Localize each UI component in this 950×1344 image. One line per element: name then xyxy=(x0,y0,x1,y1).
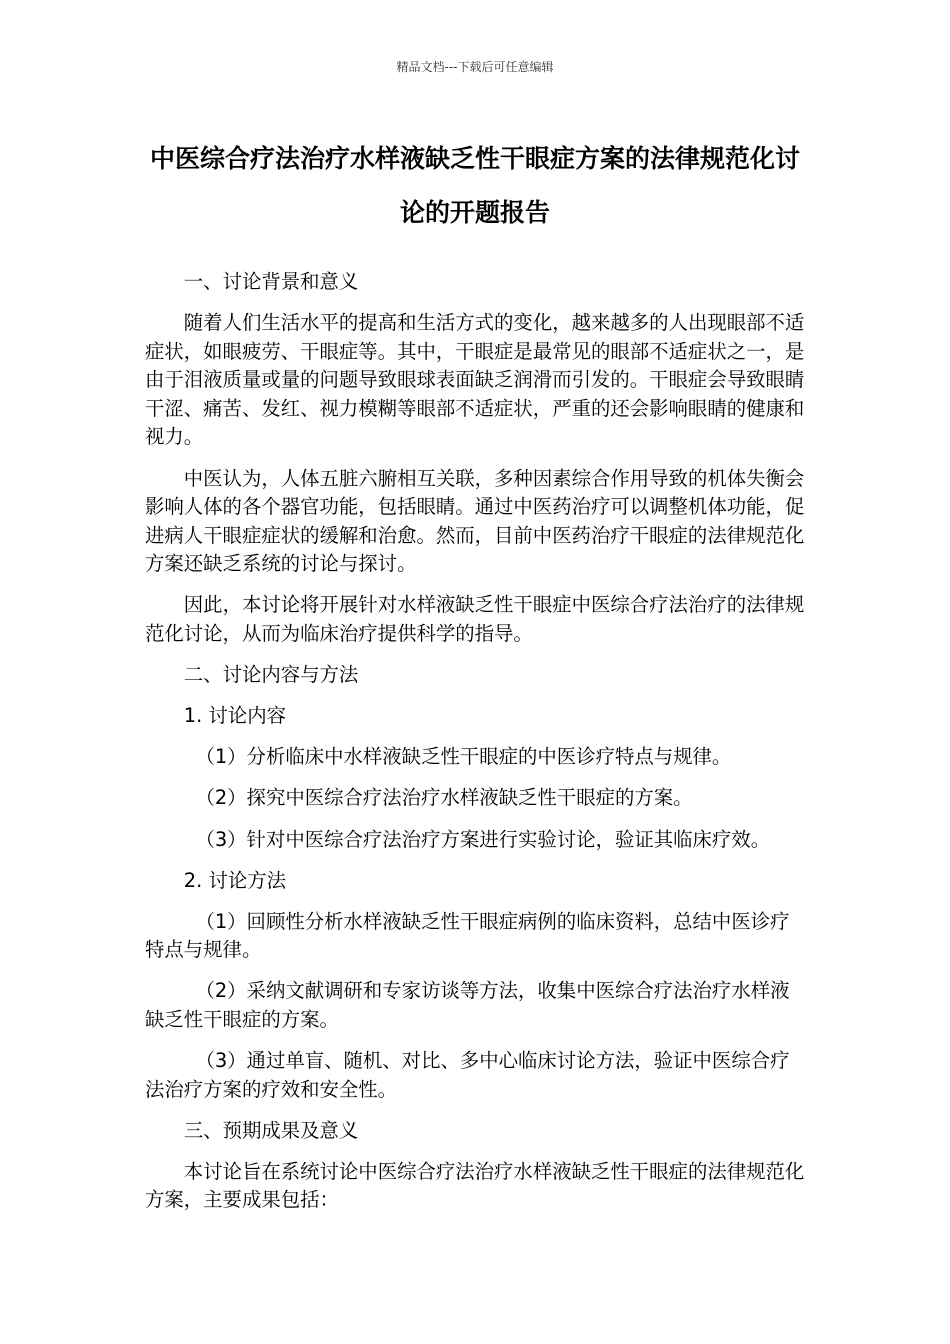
list-item: （1）分析临床中水样液缺乏性干眼症的中医诊疗特点与规律。 xyxy=(195,745,732,769)
body-paragraph: 因此，本讨论将开展针对水样液缺乏性干眼症中医综合疗法治疗的法律规范化讨论，从而为临床治疗提供科学的指导。 xyxy=(145,593,805,646)
list-item: （2）采纳文献调研和专家访谈等方法，收集中医综合疗法治疗水样液缺乏性干眼症的方案。 xyxy=(145,979,790,1031)
section-heading-3: 三、预期成果及意义 xyxy=(183,1118,359,1142)
body-paragraph: 本讨论旨在系统讨论中医综合疗法治疗水样液缺乏性干眼症的法律规范化方案，主要成果包括： xyxy=(145,1159,805,1212)
document-title: 中医综合疗法治疗水样液缺乏性干眼症方案的法律规范化讨论的开题报告 xyxy=(149,144,800,227)
document-body xyxy=(145,268,807,1228)
page-header: 精品文档---下载后可任意编辑 xyxy=(396,60,554,74)
list-item: （1）回顾性分析水样液缺乏性干眼症病例的临床资料，总结中医诊疗特点与规律。 xyxy=(145,909,790,962)
body-paragraph: 中医认为，人体五脏六腑相互关联，多种因素综合作用导致的机体失衡会影响人体的各个器官功能，包括眼睛。通过中医药治疗可以调整机体功能，促进病人干眼症症状的缓解和治愈。然而，目前中医药治疗干眼症的法律规范化方案还缺乏系统的讨论与探讨。 xyxy=(145,466,805,576)
section-heading-2: 二、讨论内容与方法 xyxy=(183,663,359,687)
subsection-heading: 1. 讨论内容 xyxy=(183,704,287,728)
section-heading-1: 一、讨论背景和意义 xyxy=(183,270,359,293)
list-item: （2）探究中医综合疗法治疗水样液缺乏性干眼症的方案。 xyxy=(195,786,693,810)
body-paragraph: 随着人们生活水平的提高和生活方式的变化，越来越多的人出现眼部不适症状，如眼疲劳、干眼症等。其中，干眼症是最常见的眼部不适症状之一，是由于泪液质量或量的问题导致眼球表面缺乏润滑而引发的。干眼症会导致眼睛干涩、痛苦、发红、视力模糊等眼部不适症状，严重的还会影响眼睛的健康和视力。 xyxy=(145,311,805,449)
subsection-heading: 2. 讨论方法 xyxy=(183,868,287,892)
list-item: （3）通过单盲、随机、对比、多中心临床讨论方法，验证中医综合疗法治疗方案的疗效和安全性。 xyxy=(145,1049,790,1101)
list-item: （3）针对中医综合疗法治疗方案进行实验讨论，验证其临床疗效。 xyxy=(195,827,771,851)
